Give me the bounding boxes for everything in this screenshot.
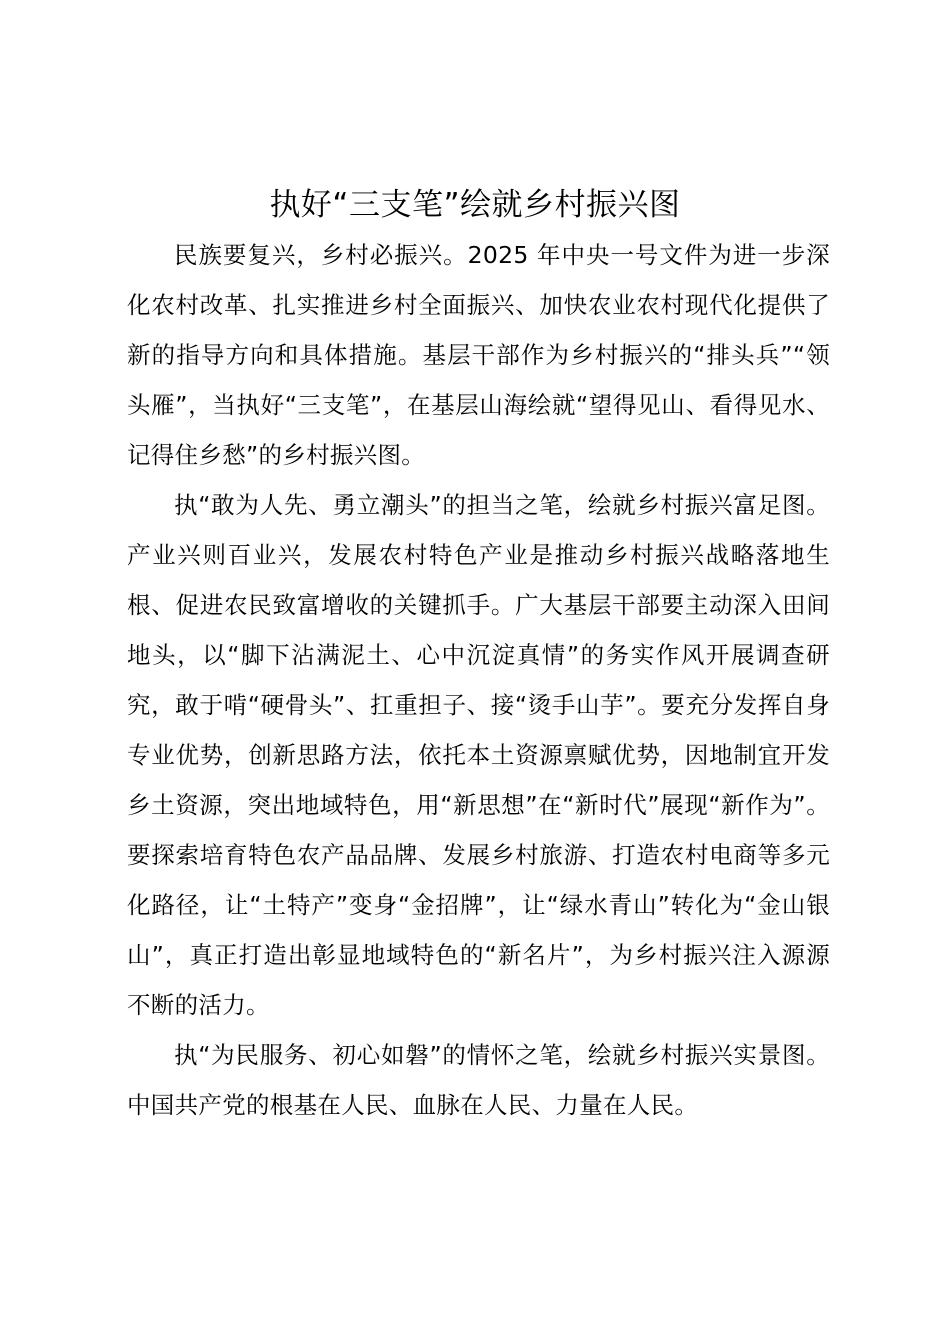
document-title: 执好“三支笔”绘就乡村振兴图 — [269, 187, 681, 223]
paragraph-1: 民族要复兴，乡村必振兴。2025 年中央一号文件为进一步深化农村改革、扎实推进乡村全面振兴、加快农业农村现代化提供了新的指导方向和具体措施。基层干部作为乡村振兴的“排头兵”“领头雁”，当执好“三支笔”，在基层山海绘就“望得见山、看得见水、记得住乡愁”的乡村振兴图。 — [127, 241, 830, 469]
paragraph-3: 执“为民服务、初心如磐”的情怀之笔，绘就乡村振兴实景图。中国共产党的根基在人民、血脉在人民、力量在人民。 — [127, 1041, 830, 1119]
document-body — [127, 230, 830, 1130]
paragraph-2: 执“敢为人先、勇立潮头”的担当之笔，绘就乡村振兴富足图。产业兴则百业兴，发展农村特色产业是推动乡村振兴战略落地生根、促进农民致富增收的关键抓手。广大基层干部要主动深入田间地头，以“脚下沾满泥土、心中沉淀真情”的务实作风开展调查研究，敢于啃“硬骨头”、扛重担子、接“烫手山芋”。要充分发挥自身专业优势，创新思路方法，依托本土资源禀赋优势，因地制宜开发乡土资源，突出地域特色，用“新思想”在“新时代”展现“新作为”。要探索培育特色农产品品牌、发展乡村旅游、打造农村电商等多元化路径，让“土特产”变身“金招牌”，让“绿水青山”转化为“金山银山”，真正打造出彰显地域特色的“新名片”，为乡村振兴注入源源不断的活力。 — [127, 491, 830, 1019]
